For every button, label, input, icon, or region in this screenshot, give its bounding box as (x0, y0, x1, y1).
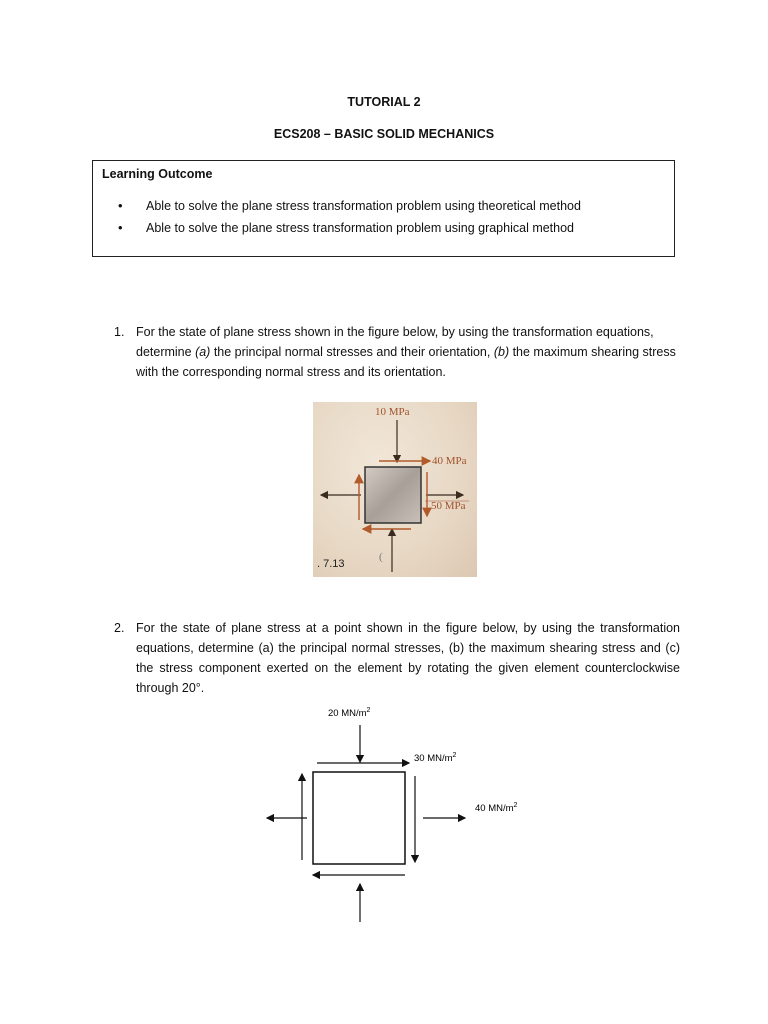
question-text (136, 322, 680, 382)
learning-outcome-list (93, 199, 581, 243)
question-number: 2. (114, 621, 125, 635)
course-title: ECS208 – BASIC SOLID MECHANICS (273, 127, 495, 141)
stress-element-figure-2 (255, 700, 555, 930)
question-text: For the state of plane stress at a point shown in the figure below, by using the transformation equations, determine (a) the principal normal stresses, (b) the maximum shearing stress and (c) the stress component exerted on the element by rotating the given element counterclockwise through 20°. (136, 621, 680, 695)
question-text-part: the maximum shearing stress with the corresponding normal stress and its orientation. (136, 345, 676, 379)
label-shear: 30 $MN/m^2$ (414, 752, 457, 764)
question-text-part: For the state of plane stress shown in the figure below, by using the transformation equations, determine (136, 325, 654, 359)
stress-element (313, 772, 405, 864)
list-item (93, 221, 581, 243)
label-shear: 40 MPa (432, 455, 467, 467)
learning-outcome-text: Able to solve the plane stress transformation problem using graphical method (146, 221, 575, 235)
label-top: 10 MPa (375, 406, 410, 418)
label-right: 40 $MN/m^2$ (475, 802, 518, 814)
bullet-icon: • (118, 220, 123, 235)
question-1 (114, 322, 680, 382)
stress-element (365, 467, 421, 523)
question-2 (114, 618, 680, 698)
question-number: 1. (114, 325, 125, 339)
part-label: (a) (195, 345, 211, 359)
document-title: TUTORIAL 2 (347, 95, 421, 109)
stress-diagram-2 (255, 700, 555, 930)
bullet-icon: • (118, 198, 123, 213)
scribble-mark: ( (379, 551, 383, 563)
list-item (93, 199, 581, 221)
label-top: 20 $MN/m^2$ (328, 707, 371, 719)
learning-outcome-heading: Learning Outcome (102, 167, 213, 181)
stress-diagram-1 (313, 402, 477, 577)
learning-outcome-box (92, 160, 675, 257)
learning-outcome-text: Able to solve the plane stress transformation problem using theoretical method (146, 199, 581, 213)
question-text-part: the principal normal stresses and their orientation, (210, 345, 494, 359)
figure-caption: . 7.13 (317, 558, 345, 570)
label-right: 50 MPa (431, 500, 466, 512)
stress-element-figure-1 (313, 402, 477, 577)
part-label: (b) (493, 345, 510, 359)
